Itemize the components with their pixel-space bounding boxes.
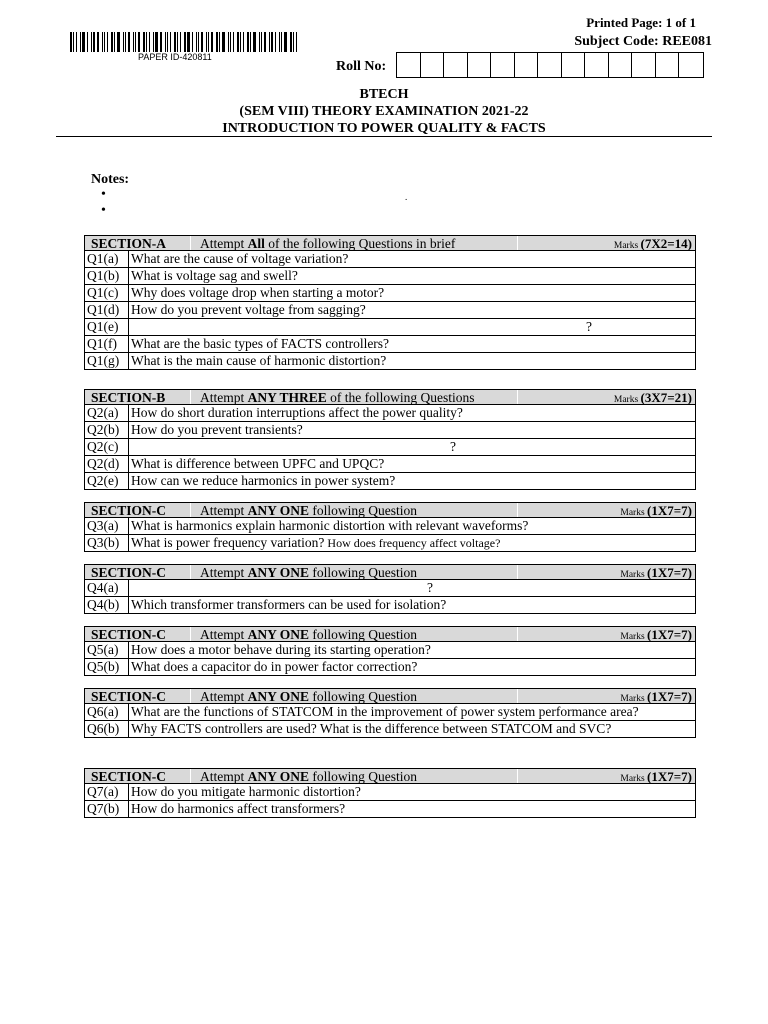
marks-label: Marks bbox=[613, 241, 641, 251]
question-row bbox=[84, 642, 696, 659]
question-body: What is harmonics explain harmonic distortion with relevant waveforms? bbox=[131, 518, 529, 533]
instruction-text: following Question bbox=[309, 503, 418, 518]
question-number: Q4(a) bbox=[85, 580, 129, 596]
paper-id: PAPER ID-420811 bbox=[138, 52, 212, 62]
roll-number-box[interactable] bbox=[421, 53, 445, 77]
question-row bbox=[84, 302, 696, 319]
question-number: Q1(e) bbox=[85, 319, 129, 335]
roll-number-box[interactable] bbox=[585, 53, 609, 77]
question-number: Q2(e) bbox=[85, 473, 129, 489]
question-row bbox=[84, 784, 696, 801]
instruction-text: Attempt bbox=[200, 503, 248, 518]
barcode-bar bbox=[296, 32, 297, 52]
barcode-bar bbox=[73, 32, 74, 52]
question-body: What is the main cause of harmonic distortion? bbox=[131, 353, 387, 368]
roll-number-box[interactable] bbox=[515, 53, 539, 77]
question-number: Q2(c) bbox=[85, 439, 129, 455]
question-text bbox=[129, 704, 695, 720]
barcode-bar bbox=[160, 32, 162, 52]
question-number: Q7(a) bbox=[85, 784, 129, 800]
question-text bbox=[129, 353, 695, 369]
instruction-text: Attempt bbox=[200, 390, 248, 405]
instruction-text: Attempt bbox=[200, 627, 248, 642]
section-header bbox=[84, 235, 696, 251]
roll-number-box[interactable] bbox=[562, 53, 586, 77]
section-name: SECTION-C bbox=[85, 627, 191, 641]
question-text bbox=[129, 405, 695, 421]
exam-title-block bbox=[0, 86, 768, 137]
barcode-bar bbox=[146, 32, 147, 52]
section-instruction bbox=[191, 769, 518, 783]
question-body-extra: How does frequency affect voltage? bbox=[324, 536, 501, 550]
question-body: What is power frequency variation? bbox=[131, 535, 325, 550]
roll-number-box[interactable] bbox=[679, 53, 703, 77]
marks-label: Marks bbox=[613, 395, 641, 405]
section-instruction bbox=[191, 236, 518, 250]
question-mark: ? bbox=[450, 439, 456, 454]
roll-number-boxes[interactable] bbox=[396, 52, 704, 78]
question-body: What does a capacitor do in power factor correction? bbox=[131, 659, 418, 674]
question-row bbox=[84, 336, 696, 353]
instruction-text: Attempt bbox=[200, 236, 248, 251]
roll-number-box[interactable] bbox=[609, 53, 633, 77]
question-text bbox=[129, 721, 695, 737]
degree-title: BTECH bbox=[359, 87, 409, 102]
instruction-emphasis: ANY ONE bbox=[247, 565, 310, 580]
stray-mark: . bbox=[405, 192, 408, 202]
barcode-bar bbox=[237, 32, 239, 52]
section-name: SECTION-C bbox=[85, 769, 191, 783]
question-number: Q3(b) bbox=[85, 535, 129, 551]
roll-number-box[interactable] bbox=[656, 53, 680, 77]
instruction-text: following Question bbox=[309, 565, 418, 580]
question-text bbox=[129, 302, 695, 318]
instruction-emphasis: ANY ONE bbox=[247, 689, 310, 704]
question-text bbox=[129, 319, 695, 335]
barcode-bar bbox=[240, 32, 241, 52]
section-block bbox=[84, 502, 696, 552]
question-body: Which transformer transformers can be used for isolation? bbox=[131, 597, 447, 612]
barcode-bar bbox=[153, 32, 154, 52]
barcode-bar bbox=[117, 32, 120, 52]
marks-label: Marks bbox=[620, 694, 648, 704]
question-text bbox=[129, 642, 695, 658]
section-marks bbox=[518, 390, 695, 404]
marks-value: (1X7=7) bbox=[647, 769, 692, 784]
question-body: Why does voltage drop when starting a motor? bbox=[131, 285, 385, 300]
barcode-bar bbox=[135, 32, 136, 52]
barcode-bar bbox=[177, 32, 178, 52]
roll-number-box[interactable] bbox=[538, 53, 562, 77]
barcode-bar bbox=[149, 32, 150, 52]
question-row bbox=[84, 597, 696, 614]
barcode-bar bbox=[269, 32, 270, 52]
question-row bbox=[84, 268, 696, 285]
marks-label: Marks bbox=[620, 632, 648, 642]
question-text bbox=[129, 268, 695, 284]
roll-number-box[interactable] bbox=[397, 53, 421, 77]
question-row bbox=[84, 405, 696, 422]
barcode-bar bbox=[275, 32, 276, 52]
section-name: SECTION-B bbox=[85, 390, 191, 404]
barcode-bar bbox=[264, 32, 266, 52]
section-instruction bbox=[191, 390, 518, 404]
barcode-bar bbox=[114, 32, 115, 52]
barcode-bar bbox=[97, 32, 99, 52]
instruction-text: Attempt bbox=[200, 565, 248, 580]
roll-number-box[interactable] bbox=[491, 53, 515, 77]
marks-value: (1X7=7) bbox=[647, 689, 692, 704]
section-marks bbox=[518, 503, 695, 517]
question-body: How do you prevent transients? bbox=[131, 422, 303, 437]
marks-value: (3X7=21) bbox=[640, 390, 692, 405]
question-text bbox=[129, 518, 695, 534]
question-body: How do you mitigate harmonic distortion? bbox=[131, 784, 361, 799]
barcode-bar bbox=[143, 32, 145, 52]
question-mark: ? bbox=[586, 319, 592, 334]
barcode-bar bbox=[133, 32, 134, 52]
barcode-image bbox=[70, 32, 300, 52]
roll-number-box[interactable] bbox=[632, 53, 656, 77]
section-header bbox=[84, 502, 696, 518]
roll-number-box[interactable] bbox=[444, 53, 468, 77]
barcode-bar bbox=[165, 32, 166, 52]
instruction-emphasis: All bbox=[247, 236, 265, 251]
question-text bbox=[129, 456, 695, 472]
marks-label: Marks bbox=[620, 570, 648, 580]
question-row bbox=[84, 251, 696, 268]
barcode-bar bbox=[233, 32, 234, 52]
question-text bbox=[129, 597, 695, 613]
barcode-bar bbox=[228, 32, 229, 52]
question-text bbox=[129, 422, 695, 438]
printed-page-info: Printed Page: 1 of 1 bbox=[586, 15, 696, 30]
exam-title: (SEM VIII) THEORY EXAMINATION 2021-22 bbox=[239, 104, 529, 119]
question-text bbox=[129, 336, 695, 352]
barcode-bar bbox=[70, 32, 72, 52]
section-block bbox=[84, 626, 696, 676]
section-name: SECTION-C bbox=[85, 689, 191, 703]
section-marks bbox=[518, 769, 695, 783]
question-body: What are the functions of STATCOM in the improvement of power system performance area? bbox=[131, 704, 639, 719]
barcode-bar bbox=[279, 32, 280, 52]
roll-number-label: Roll No: bbox=[336, 59, 387, 74]
question-number: Q1(c) bbox=[85, 285, 129, 301]
title-divider bbox=[56, 136, 712, 137]
question-row bbox=[84, 801, 696, 818]
barcode-bar bbox=[125, 32, 126, 52]
question-row bbox=[84, 456, 696, 473]
barcode-bar bbox=[198, 32, 199, 52]
section-header bbox=[84, 389, 696, 405]
question-body: How do short duration interruptions affect the power quality? bbox=[131, 405, 463, 420]
barcode-bar bbox=[128, 32, 130, 52]
question-text bbox=[129, 473, 695, 489]
barcode-bar bbox=[111, 32, 113, 52]
question-number: Q1(d) bbox=[85, 302, 129, 318]
notes-bullet: • bbox=[101, 203, 106, 218]
barcode-bar bbox=[184, 32, 186, 52]
barcode-bar bbox=[155, 32, 158, 52]
question-number: Q5(a) bbox=[85, 642, 129, 658]
instruction-text: of the following Questions bbox=[326, 390, 475, 405]
barcode-bar bbox=[222, 32, 225, 52]
question-row bbox=[84, 721, 696, 738]
notes-label: Notes: bbox=[91, 172, 130, 187]
section-block bbox=[84, 389, 696, 490]
question-row bbox=[84, 439, 696, 456]
instruction-text: following Question bbox=[309, 689, 418, 704]
barcode-bar bbox=[284, 32, 287, 52]
barcode-bar bbox=[230, 32, 231, 52]
question-row bbox=[84, 535, 696, 552]
barcode-bar bbox=[93, 32, 95, 52]
instruction-text: following Question bbox=[309, 769, 418, 784]
question-number: Q2(a) bbox=[85, 405, 129, 421]
section-name: SECTION-A bbox=[85, 236, 191, 250]
question-number: Q1(f) bbox=[85, 336, 129, 352]
barcode-bar bbox=[261, 32, 262, 52]
barcode-bar bbox=[123, 32, 124, 52]
course-title: INTRODUCTION TO POWER QUALITY & FACTS bbox=[222, 121, 546, 136]
question-body: How can we reduce harmonics in power system? bbox=[131, 473, 396, 488]
question-body: How does a motor behave during its starting operation? bbox=[131, 642, 431, 657]
question-text bbox=[129, 784, 695, 800]
question-number: Q7(b) bbox=[85, 801, 129, 817]
question-body: How do you prevent voltage from sagging? bbox=[131, 302, 366, 317]
marks-label: Marks bbox=[620, 774, 648, 784]
marks-value: (1X7=7) bbox=[647, 565, 692, 580]
barcode-bar bbox=[91, 32, 92, 52]
question-row bbox=[84, 580, 696, 597]
instruction-text: Attempt bbox=[200, 689, 248, 704]
instruction-text: Attempt bbox=[200, 769, 248, 784]
section-name: SECTION-C bbox=[85, 565, 191, 579]
question-row bbox=[84, 704, 696, 721]
question-text bbox=[129, 659, 695, 675]
barcode-bar bbox=[196, 32, 197, 52]
section-instruction bbox=[191, 565, 518, 579]
section-block bbox=[84, 235, 696, 370]
question-text bbox=[129, 580, 695, 596]
question-number: Q1(a) bbox=[85, 251, 129, 267]
section-marks bbox=[518, 565, 695, 579]
question-text bbox=[129, 285, 695, 301]
barcode-bar bbox=[192, 32, 193, 52]
notes-bullet: • bbox=[101, 187, 106, 202]
barcode-bar bbox=[250, 32, 251, 52]
question-text bbox=[129, 439, 695, 455]
question-body: Why FACTS controllers are used? What is the difference between STATCOM and SVC? bbox=[131, 721, 612, 736]
question-row bbox=[84, 659, 696, 676]
instruction-text: following Question bbox=[309, 627, 418, 642]
barcode-bar bbox=[247, 32, 249, 52]
section-header bbox=[84, 688, 696, 704]
barcode-bar bbox=[293, 32, 294, 52]
question-number: Q6(b) bbox=[85, 721, 129, 737]
barcode-bar bbox=[82, 32, 85, 52]
question-number: Q5(b) bbox=[85, 659, 129, 675]
marks-value: (7X2=14) bbox=[640, 236, 692, 251]
question-row bbox=[84, 353, 696, 370]
question-number: Q6(a) bbox=[85, 704, 129, 720]
barcode-bar bbox=[80, 32, 81, 52]
marks-value: (1X7=7) bbox=[647, 627, 692, 642]
question-number: Q2(b) bbox=[85, 422, 129, 438]
question-body: What are the basic types of FACTS controllers? bbox=[131, 336, 390, 351]
barcode-bar bbox=[107, 32, 108, 52]
instruction-emphasis: ANY ONE bbox=[247, 503, 310, 518]
barcode-bar bbox=[170, 32, 171, 52]
instruction-emphasis: ANY ONE bbox=[247, 769, 310, 784]
subject-code: Subject Code: REE081 bbox=[574, 34, 712, 49]
section-marks bbox=[518, 689, 695, 703]
barcode-bar bbox=[259, 32, 260, 52]
barcode-bar bbox=[206, 32, 207, 52]
barcode-bar bbox=[102, 32, 103, 52]
section-block bbox=[84, 768, 696, 818]
barcode-bar bbox=[216, 32, 218, 52]
section-instruction bbox=[191, 503, 518, 517]
question-row bbox=[84, 319, 696, 336]
question-text bbox=[129, 801, 695, 817]
instruction-emphasis: ANY ONE bbox=[247, 627, 310, 642]
barcode-bar bbox=[271, 32, 273, 52]
instruction-text: of the following Questions in brief bbox=[264, 236, 456, 251]
section-block bbox=[84, 564, 696, 614]
question-text bbox=[129, 535, 695, 551]
question-number: Q2(d) bbox=[85, 456, 129, 472]
question-row bbox=[84, 422, 696, 439]
question-row bbox=[84, 518, 696, 535]
question-body: What is difference between UPFC and UPQC? bbox=[131, 456, 385, 471]
section-marks bbox=[518, 627, 695, 641]
question-mark: ? bbox=[427, 580, 433, 595]
barcode-bar bbox=[167, 32, 168, 52]
section-instruction bbox=[191, 689, 518, 703]
section-header bbox=[84, 626, 696, 642]
barcode-bar bbox=[174, 32, 176, 52]
section-instruction bbox=[191, 627, 518, 641]
barcode-bar bbox=[104, 32, 105, 52]
section-block bbox=[84, 688, 696, 738]
barcode-bar bbox=[180, 32, 181, 52]
marks-value: (1X7=7) bbox=[647, 503, 692, 518]
section-marks bbox=[518, 236, 695, 250]
question-number: Q3(a) bbox=[85, 518, 129, 534]
barcode-bar bbox=[219, 32, 220, 52]
question-row bbox=[84, 285, 696, 302]
marks-label: Marks bbox=[620, 508, 648, 518]
barcode-bar bbox=[201, 32, 203, 52]
question-number: Q4(b) bbox=[85, 597, 129, 613]
section-header bbox=[84, 768, 696, 784]
instruction-emphasis: ANY THREE bbox=[247, 390, 327, 405]
section-name: SECTION-C bbox=[85, 503, 191, 517]
barcode-bar bbox=[187, 32, 190, 52]
question-text bbox=[129, 251, 695, 267]
barcode-bar bbox=[253, 32, 256, 52]
roll-number-box[interactable] bbox=[468, 53, 492, 77]
section-header bbox=[84, 564, 696, 580]
barcode-bar bbox=[76, 32, 77, 52]
barcode-bar bbox=[208, 32, 209, 52]
question-body: What is voltage sag and swell? bbox=[131, 268, 298, 283]
question-body: What are the cause of voltage variation? bbox=[131, 251, 349, 266]
question-row bbox=[84, 473, 696, 490]
barcode-bar bbox=[87, 32, 88, 52]
barcode-bar bbox=[138, 32, 140, 52]
question-body: How do harmonics affect transformers? bbox=[131, 801, 346, 816]
barcode-bar bbox=[281, 32, 282, 52]
question-number: Q1(b) bbox=[85, 268, 129, 284]
question-number: Q1(g) bbox=[85, 353, 129, 369]
barcode-bar bbox=[243, 32, 244, 52]
barcode-bar bbox=[290, 32, 292, 52]
barcode-bar bbox=[211, 32, 213, 52]
